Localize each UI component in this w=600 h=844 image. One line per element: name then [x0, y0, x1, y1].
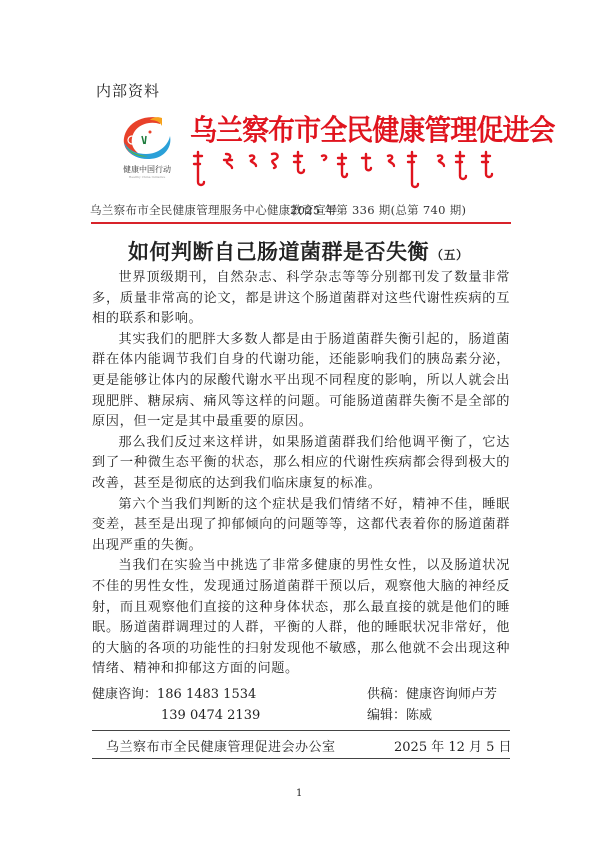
article-title-text: 如何判断自己肠道菌群是否失衡 — [128, 239, 429, 264]
footer-bottom-rule — [92, 758, 510, 759]
mongolian-script-icon — [190, 150, 530, 190]
article-title — [128, 236, 469, 266]
paragraph: 第六个当我们判断的这个症状是我们情绪不好，精神不佳，睡眠变差，甚至是出现了抑郁倾向的问题等等，这都代表着你的肠道菌群出现严重的失衡。 — [92, 496, 510, 553]
contributor-name: 健康咨询师卢芳 — [406, 687, 498, 702]
red-divider — [91, 222, 511, 224]
paragraph: 其实我们的肥胖大多数人都是由于肠道菌群失衡引起的，肠道菌群在体内能调节我们自身的代谢功能，还能影响我们的胰岛素分泌，更是能够让体内的尿酸代谢水平出现不同程度的影响，所以人就会出现肥胖、糖尿病、痛风等这样的问题。可能肠道菌群失衡不是全部的原因，但一定是其中最重要的原因。 — [92, 331, 510, 430]
publisher-line — [90, 202, 467, 218]
paragraph: 那么我们反过来这样讲，如果肠道菌群我们给他调平衡了，它达到了一种微生态平衡的状态，那么相应的代谢性疾病都会得到极大的改善，甚至是彻底的达到我们临床康复的标准。 — [92, 434, 510, 491]
phone-1: 186 1483 1534 — [157, 687, 257, 702]
editor-name: 陈威 — [406, 708, 433, 723]
editor-label: 编辑： — [367, 708, 407, 723]
publisher-name: 乌兰察布市全民健康管理服务中心健康教育宣导 — [90, 203, 338, 217]
publish-date: 2025 年 12 月 5 日 — [394, 740, 512, 755]
logo-caption: 健康中国行动 — [123, 165, 171, 174]
paragraph: 当我们在实验当中挑选了非常多健康的男性女性，以及肠道状况不佳的男性女性，发现通过肠道菌群干预以后，观察他大脑的神经反射，而且观察他们直接的这种身体状态，那么最直接的就是他们的睡眠。肠道菌群调理过的人群，平衡的人群，他的睡眠状况非常好，他的大脑的各项的功能性的扫射发现他不敏感，那么他就不会出现这种情绪、精神和抑郁这方面的问题。 — [92, 558, 510, 677]
healthy-china-logo-icon — [112, 112, 182, 164]
healthy-china-logo — [112, 112, 182, 187]
article-part: （五） — [431, 248, 469, 262]
page-number: 1 — [296, 788, 303, 799]
contributor-label: 供稿： — [367, 687, 407, 702]
mongolian-script-title — [190, 150, 530, 190]
paragraph: 世界顶级期刊，自然杂志、科学杂志等等分别都刊发了数量非常多，质量非常高的论文，都是讲这个肠道菌群对这些代谢性疾病的互相的联系和影响。 — [92, 270, 510, 327]
issue-number: 2025 年第 336 期(总第 740 期) — [290, 203, 467, 217]
organization-title: 乌兰察布市全民健康管理促进会 — [190, 113, 555, 147]
phone-2: 139 0474 2139 — [161, 708, 261, 723]
logo-subcaption: Healthy China Initiative — [128, 175, 166, 179]
footer-top-rule — [92, 730, 510, 731]
contact-block — [92, 684, 512, 726]
classification-label: 内部资料 — [96, 82, 161, 100]
office-name: 乌兰察布市全民健康管理促进会办公室 — [106, 740, 336, 755]
consult-label: 健康咨询： — [92, 687, 158, 702]
article-body — [92, 268, 510, 680]
